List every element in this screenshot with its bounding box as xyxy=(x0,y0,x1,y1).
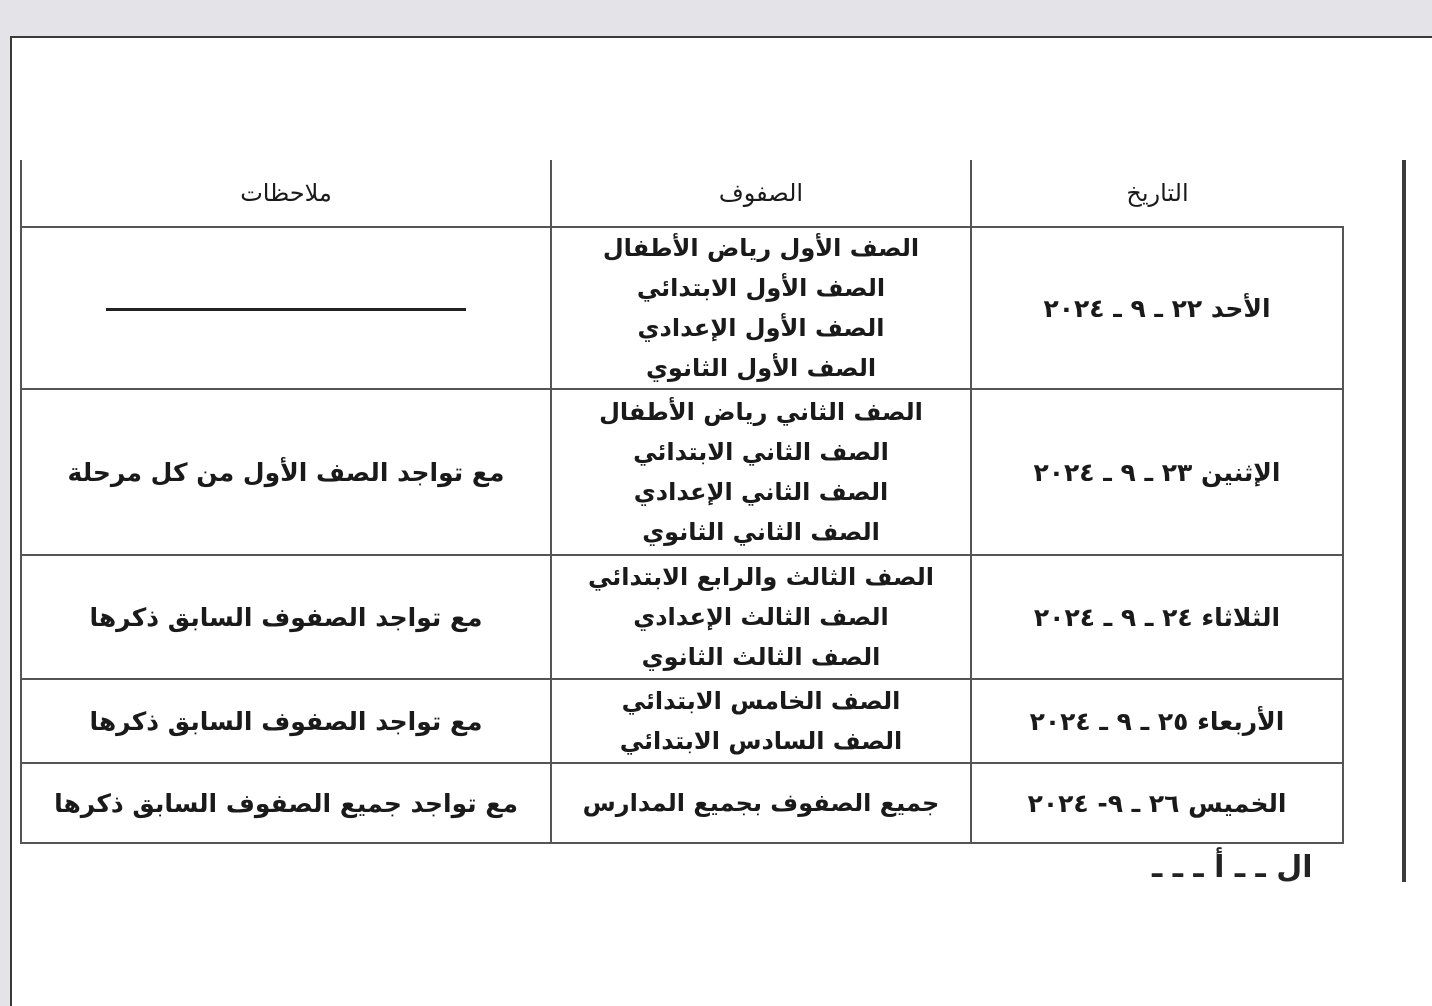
notes-cell xyxy=(21,227,551,389)
table-row xyxy=(21,555,1343,679)
grades-cell xyxy=(551,227,971,389)
document-page xyxy=(10,36,1432,1006)
grade-item: الصف الثاني الثانوي xyxy=(642,518,880,546)
grade-item: الصف الثالث والرابع الابتدائي xyxy=(587,563,934,591)
grade-item: الصف الثاني رياض الأطفال xyxy=(599,398,923,426)
grade-item: الصف الثالث الإعدادي xyxy=(633,603,889,631)
notes-cell: مع تواجد جميع الصفوف السابق ذكرها xyxy=(21,763,551,843)
grade-item: الصف الثاني الإعدادي xyxy=(633,478,889,506)
header-grades: الصفوف xyxy=(551,160,971,227)
header-row xyxy=(21,160,1343,227)
table-row xyxy=(21,227,1343,389)
header-date: التاريخ xyxy=(971,160,1343,227)
date-cell: الثلاثاء ٢٤ ـ ٩ ـ ٢٠٢٤ xyxy=(971,555,1343,679)
grade-item: الصف الثاني الابتدائي xyxy=(633,438,889,466)
date-cell: الخميس ٢٦ ـ ٩- ٢٠٢٤ xyxy=(971,763,1343,843)
empty-note-line xyxy=(106,308,466,311)
date-cell: الأربعاء ٢٥ ـ ٩ ـ ٢٠٢٤ xyxy=(971,679,1343,763)
date-cell: الإثنين ٢٣ ـ ٩ ـ ٢٠٢٤ xyxy=(971,389,1343,555)
notes-cell: مع تواجد الصفوف السابق ذكرها xyxy=(21,555,551,679)
grade-item: الصف الأول الإعدادي xyxy=(637,314,885,342)
table-row xyxy=(21,679,1343,763)
date-cell: الأحد ٢٢ ـ ٩ ـ ٢٠٢٤ xyxy=(971,227,1343,389)
grade-item: الصف الأول رياض الأطفال xyxy=(602,234,920,262)
grade-item: الصف الخامس الابتدائي xyxy=(621,687,901,715)
grade-item: الصف الأول الابتدائي xyxy=(636,274,886,302)
notes-cell: مع تواجد الصفوف السابق ذكرها xyxy=(21,679,551,763)
grade-item: الصف الأول الثانوي xyxy=(645,354,877,382)
table-row xyxy=(21,389,1343,555)
header-notes: ملاحظات xyxy=(21,160,551,227)
cut-off-footer-text: ال ـ ـ أ ـ ـ ـ xyxy=(1152,850,1313,885)
grades-cell xyxy=(551,763,971,843)
grade-item: الصف السادس الابتدائي xyxy=(619,727,903,755)
grades-cell xyxy=(551,555,971,679)
grades-cell xyxy=(551,679,971,763)
schedule-table xyxy=(20,160,1344,844)
right-margin-rule xyxy=(1402,160,1406,882)
notes-cell: مع تواجد الصف الأول من كل مرحلة xyxy=(21,389,551,555)
grades-cell xyxy=(551,389,971,555)
grade-item: الصف الثالث الثانوي xyxy=(641,643,881,671)
table-row xyxy=(21,763,1343,843)
grade-item: جميع الصفوف بجميع المدارس xyxy=(582,789,940,817)
